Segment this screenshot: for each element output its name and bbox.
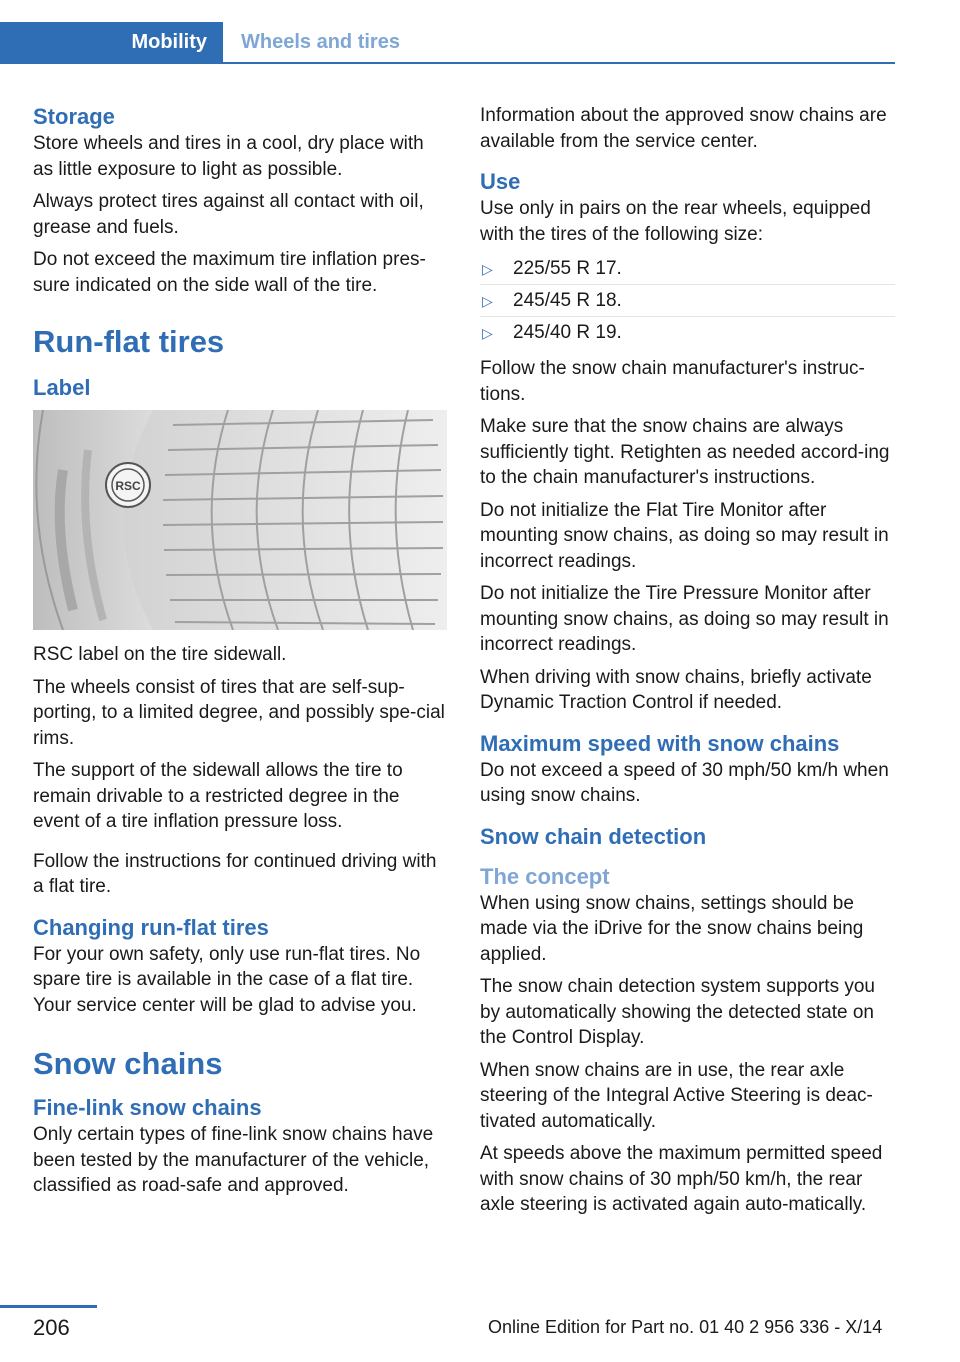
changing-runflat-heading: Changing run-flat tires	[33, 914, 269, 940]
page-header	[0, 22, 895, 64]
list-item: ▷ 245/40 R 19.	[480, 318, 895, 349]
concept-paragraph-2: The snow chain detection system supports you by automatically showing the detected state on the Control Display.	[480, 976, 875, 1048]
list-item: ▷ 245/45 R 18.	[480, 286, 895, 317]
label-paragraph-4: Follow the instructions for continued driving with a flat tire.	[33, 850, 437, 897]
use-paragraph-1: Use only in pairs on the rear wheels, equipped with the tires of the following size:	[480, 198, 871, 245]
footer-rule	[0, 1305, 97, 1308]
chapter-tab-mobility: Mobility	[0, 22, 223, 62]
section-tab-wheels-and-tires: Wheels and tires	[241, 31, 400, 53]
left-column	[33, 103, 447, 1206]
right-column	[480, 103, 895, 1225]
storage-paragraph-1: Store wheels and tires in a cool, dry place with as little exposure to light as possible.	[33, 133, 424, 180]
rsc-logo	[106, 463, 150, 507]
concept-paragraph-1: When using snow chains, settings should be made via the iDrive for the snow chains being applied.	[480, 892, 864, 965]
triangle-bullet-icon: ▷	[482, 261, 493, 277]
fine-link-heading: Fine-link snow chains	[33, 1095, 262, 1120]
svg-text:RSC: RSC	[115, 479, 141, 493]
storage-heading: Storage	[33, 104, 115, 129]
concept-paragraph-3: When snow chains are in use, the rear axle steering of the Integral Active Steering is deac‐tivated automatically.	[480, 1059, 873, 1132]
runflat-heading: Run-flat tires	[33, 324, 225, 359]
edition-note: Online Edition for Part no. 01 40 2 956 336 - X/14	[488, 1317, 883, 1337]
label-heading: Label	[33, 375, 91, 400]
tire-sidewall-illustration	[33, 410, 447, 630]
concept-paragraph-4: At speeds above the maximum permitted speed with snow chains of 30 mph/50 km/h, the rear axle steering is activated again auto‐matically.	[480, 1143, 883, 1215]
use-paragraph-3: Make sure that the snow chains are always sufficiently tight. Retighten as needed accord‐ing to the chain manufacturer's instructions.	[480, 416, 890, 488]
info-paragraph: Information about the approved snow chains are available from the service center.	[480, 105, 887, 152]
use-heading: Use	[480, 169, 521, 194]
use-paragraph-6: When driving with snow chains, briefly activate Dynamic Traction Control if needed.	[480, 666, 872, 713]
use-paragraph-2: Follow the snow chain manufacturer's instruc‐tions.	[480, 358, 865, 405]
list-item: ▷ 225/55 R 17.	[480, 254, 895, 285]
snow-chains-heading: Snow chains	[33, 1046, 223, 1081]
max-speed-heading: Maximum speed with snow chains	[480, 730, 840, 756]
label-caption: RSC label on the tire sidewall.	[33, 644, 287, 665]
changing-paragraph: For your own safety, only use run-flat tires. No spare tire is available in the case of a flat tire. Your service center will be glad to advise you.	[33, 943, 421, 1016]
label-paragraph-2: The wheels consist of tires that are self-sup‐porting, to a limited degree, and possibly spe‐cial rims.	[33, 676, 445, 749]
fine-link-paragraph: Only certain types of fine-link snow chains have been tested by the manufacturer of the vehicle, classified as road-safe and approved.	[33, 1124, 434, 1196]
triangle-bullet-icon: ▷	[482, 293, 493, 309]
triangle-bullet-icon: ▷	[482, 325, 493, 341]
label-paragraph-3: The support of the sidewall allows the tire to remain drivable to a restricted degree in the event of a tire inflation pressure loss.	[33, 760, 403, 832]
use-paragraph-5: Do not initialize the Tire Pressure Monitor after mounting snow chains, as doing so may result in incorrect readings.	[480, 583, 889, 655]
snow-chain-detection-heading: Snow chain detection	[480, 823, 707, 849]
concept-heading: The concept	[480, 863, 610, 889]
page-number: 206	[33, 1315, 70, 1340]
max-speed-paragraph: Do not exceed a speed of 30 mph/50 km/h when using snow chains.	[480, 759, 889, 806]
use-paragraph-4: Do not initialize the Flat Tire Monitor after mounting snow chains, as doing so may result in incorrect readings.	[480, 499, 889, 572]
tire-size-list	[480, 254, 895, 349]
storage-paragraph-2: Always protect tires against all contact with oil, grease and fuels.	[33, 191, 424, 238]
storage-paragraph-3: Do not exceed the maximum tire inflation pres‐sure indicated on the side wall of the tire.	[33, 249, 426, 296]
